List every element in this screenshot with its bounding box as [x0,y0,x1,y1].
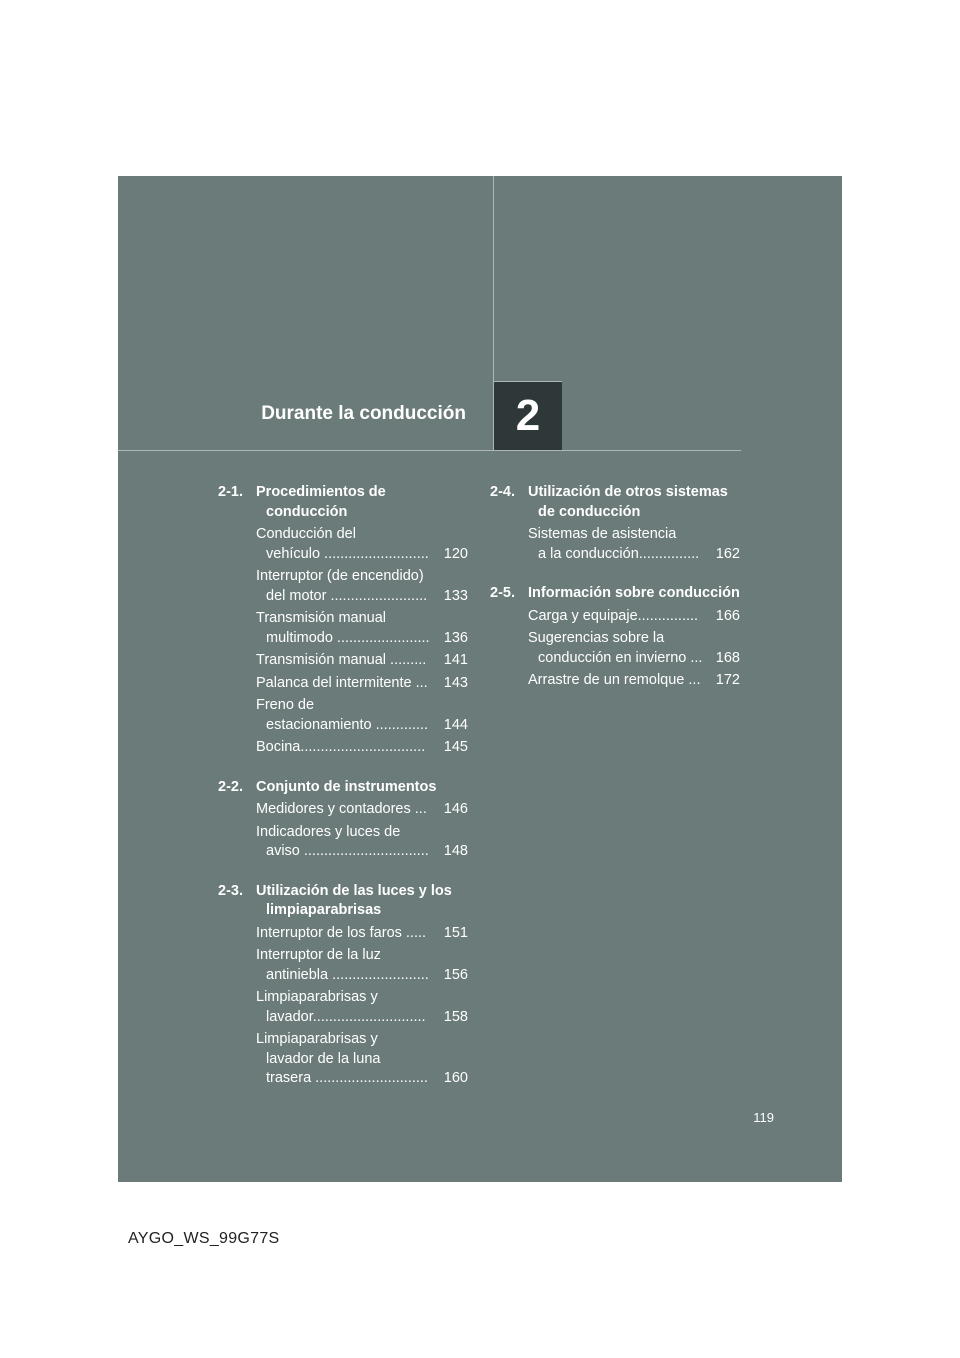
chapter-title: Durante la conducción [261,403,466,424]
toc-section [218,483,468,758]
toc-entry[interactable] [256,651,468,671]
toc-section-title: Procedimientos de conducción [256,484,386,520]
toc-section-title: Utilización de las luces y los limpiaparabrisas [256,882,452,918]
toc-entry-page: 148 [443,843,468,859]
toc-entry[interactable] [528,607,740,627]
toc-section-title: Utilización de otros sistemas de conducción [528,484,728,520]
toc-section-title: Conjunto de instrumentos [256,778,437,795]
toc-entry-title: Indicadores y luces de aviso ............................... [256,823,429,859]
toc-entry[interactable] [256,800,468,820]
toc-entry-title: Limpiaparabrisas y lavador de la luna trasera ............................ [256,1031,428,1086]
toc-section-number: 2-4. [490,484,515,500]
toc-section-heading[interactable] [218,483,468,522]
toc-entry-title: Limpiaparabrisas y lavador............................ [256,989,426,1025]
toc-entry-page: 166 [715,607,740,624]
toc-entry-page: 133 [443,587,468,604]
toc-entry-title: Palanca del intermitente ... [256,674,428,691]
toc-entry-page: 172 [715,672,740,688]
toc-entry[interactable] [256,609,468,648]
toc-entry[interactable] [256,738,468,758]
toc-entry-page: 158 [443,1008,468,1025]
toc-entry-page: 146 [443,801,468,817]
toc-entry-title: Transmisión manual ......... [256,652,427,668]
toc-entry-page: 136 [443,629,468,646]
toc-column-right [490,483,740,711]
toc-entry[interactable] [256,567,468,606]
toc-entry-title: Interruptor de los faros ..... [256,924,427,941]
toc-entry[interactable] [256,823,468,862]
toc-entry-title: Sugerencias sobre la conducción en invierno ... [528,630,703,666]
toc-section-heading[interactable] [218,778,468,798]
toc-section [218,778,468,862]
toc-entry-title: Interruptor (de encendido) del motor ........................ [256,568,428,604]
toc-entry-page: 141 [443,652,468,668]
toc-entry-page: 145 [443,739,468,755]
toc-entry-title: Transmisión manual multimodo ....................... [256,610,430,646]
toc-section [218,882,468,1089]
toc-section-heading[interactable] [490,483,740,522]
toc-entry[interactable] [528,671,740,691]
toc-entry-page: 160 [443,1070,468,1086]
toc-entry[interactable] [256,988,468,1027]
toc-entry[interactable] [528,525,740,564]
toc-entry-title: Sistemas de asistencia a la conducción............... [528,526,700,562]
toc-entry-page: 168 [715,649,740,666]
divider-vertical [493,176,494,381]
toc-section [490,483,740,564]
toc-column-left [218,483,468,1109]
document-code: AYGO_WS_99G77S [128,1230,280,1247]
toc-entry-title: Interruptor de la luz antiniebla ........................ [256,947,429,983]
toc-entry-page: 156 [443,966,468,983]
page-number: 119 [753,1110,774,1125]
toc-entry[interactable] [256,525,468,564]
chapter-number: 2 [515,391,541,440]
toc-section-number: 2-5. [490,585,515,601]
toc-entry[interactable] [256,946,468,985]
toc-entry[interactable] [256,1030,468,1089]
toc-section-number: 2-2. [218,778,243,795]
toc-entry[interactable] [256,674,468,694]
toc-entry-page: 144 [443,716,468,733]
toc-entry[interactable] [528,629,740,668]
toc-section-heading[interactable] [218,882,468,921]
chapter-number-box [493,381,562,450]
toc-section-number: 2-3. [218,882,243,899]
chapter-panel [118,176,842,1182]
toc-entry-page: 120 [443,545,468,562]
toc-entry-title: Arrastre de un remolque ... [528,672,701,688]
toc-entry-title: Conducción del vehículo .......................... [256,526,429,562]
toc-entry-title: Freno de estacionamiento ............. [256,697,428,733]
toc-entry-title: Bocina............................... [256,739,426,755]
toc-entry-title: Medidores y contadores ... [256,801,427,817]
toc-section-number: 2-1. [218,484,243,500]
toc-entry-page: 162 [715,545,740,562]
toc-entry-title: Carga y equipaje............... [528,607,699,624]
toc-entry[interactable] [256,696,468,735]
toc-entry-page: 143 [443,674,468,691]
divider-horizontal [118,450,741,451]
toc-section-title: Información sobre conducción [528,585,740,601]
toc-section [490,584,740,691]
toc-entry-page: 151 [443,924,468,941]
toc-entry[interactable] [256,924,468,944]
toc-section-heading[interactable] [490,584,740,604]
